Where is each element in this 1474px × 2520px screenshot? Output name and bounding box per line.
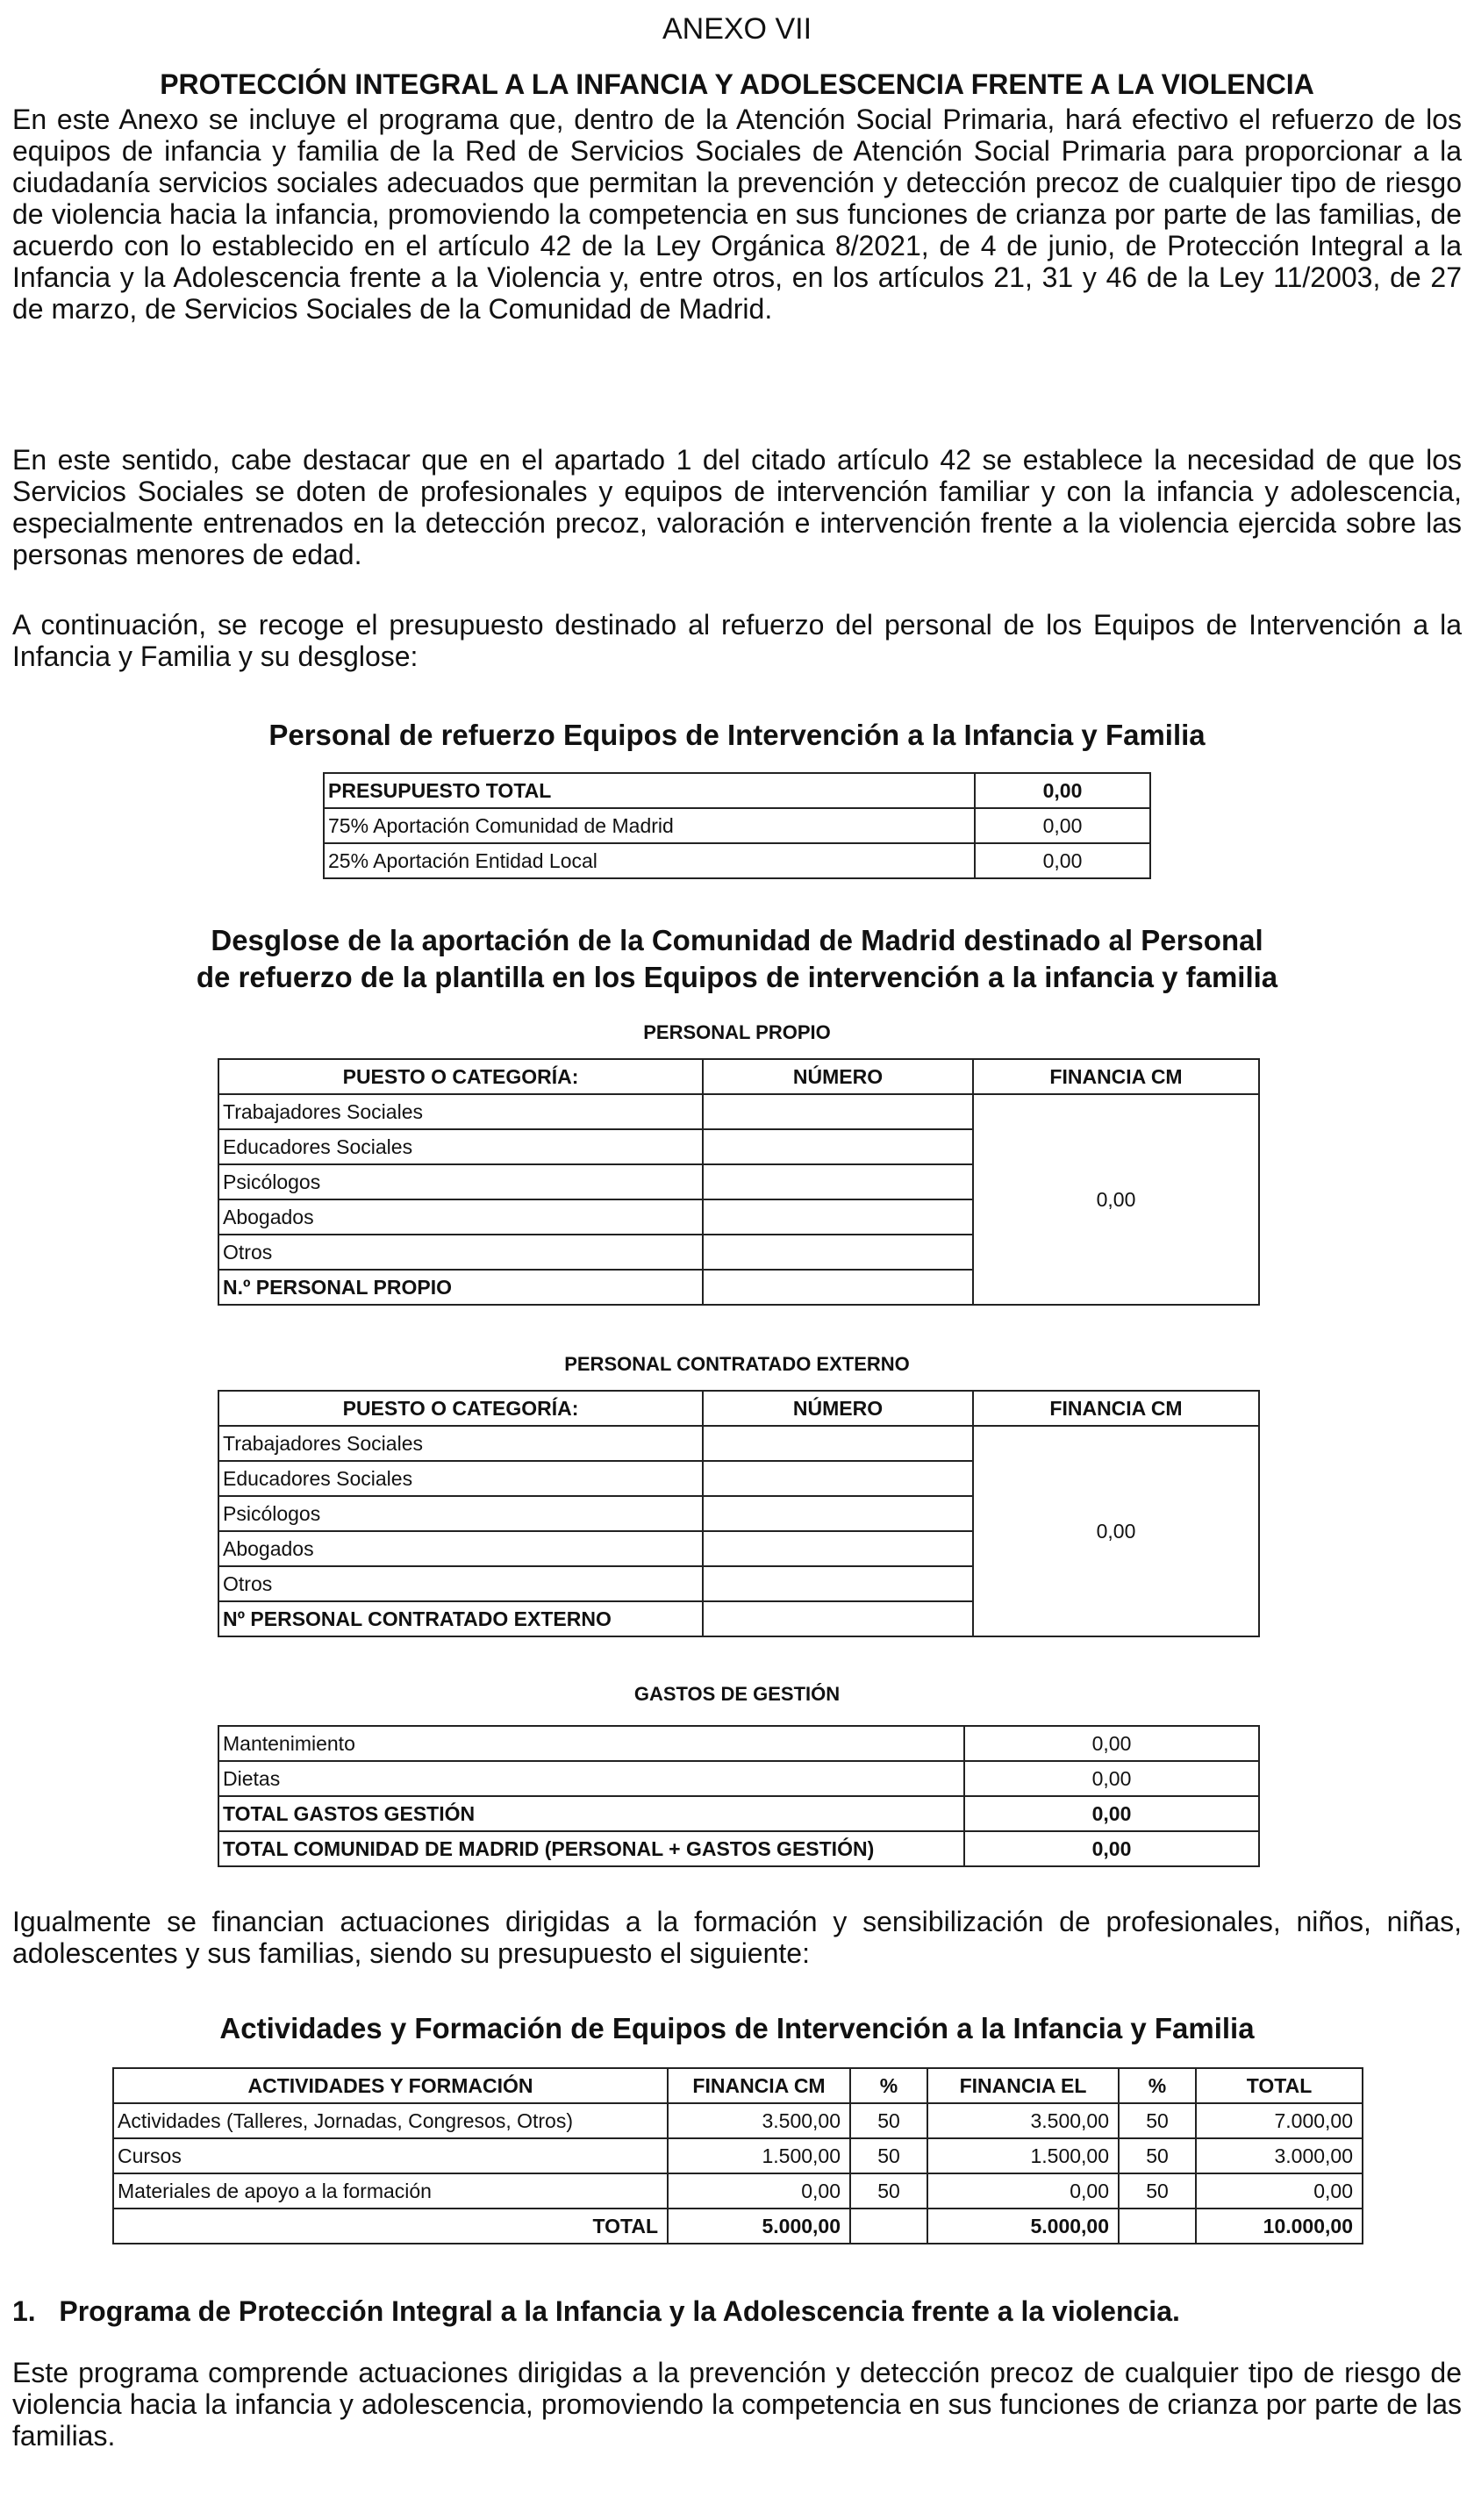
percent-cell: 50 (850, 2173, 927, 2209)
table-row (113, 2173, 1363, 2209)
amount-cell: 5.000,00 (927, 2209, 1119, 2244)
number-cell (703, 1270, 973, 1305)
grand-total-label: TOTAL COMUNIDAD DE MADRID (PERSONAL + GASTOS GESTIÓN) (218, 1831, 964, 1866)
amount-cell: 5.000,00 (668, 2209, 850, 2244)
table-header-row (113, 2068, 1363, 2103)
amount-cell: 0,00 (927, 2173, 1119, 2209)
table-header-row (218, 1391, 1259, 1426)
column-header: NÚMERO (703, 1391, 973, 1426)
budget-total-value: 0,00 (975, 773, 1150, 808)
external-staff-title: PERSONAL CONTRATADO EXTERNO (564, 1353, 910, 1375)
budget-intro-paragraph: A continuación, se recoge el presupuesto destinado al refuerzo del personal de los Equipos de Intervención a la Infancia y Familia y su desglose: (12, 609, 1462, 672)
table-row (324, 843, 1150, 878)
document-title: PROTECCIÓN INTEGRAL A LA INFANCIA Y ADOLESCENCIA FRENTE A LA VIOLENCIA (160, 68, 1314, 100)
number-cell (703, 1426, 973, 1461)
column-header: FINANCIA CM (973, 1391, 1259, 1426)
column-header: FINANCIA CM (668, 2068, 850, 2103)
number-cell (703, 1235, 973, 1270)
activities-title: Actividades y Formación de Equipos de Intervención a la Infancia y Familia (219, 2012, 1255, 2044)
column-header: FINANCIA EL (927, 2068, 1119, 2103)
number-cell (703, 1531, 973, 1566)
table-row (218, 1831, 1259, 1866)
financia-cm-cell: 0,00 (973, 1094, 1259, 1305)
category-cell: Trabajadores Sociales (218, 1426, 703, 1461)
amount-cell: 3.000,00 (1196, 2138, 1363, 2173)
management-title: GASTOS DE GESTIÓN (633, 1683, 841, 1705)
table-row (113, 2103, 1363, 2138)
category-cell: Educadores Sociales (218, 1129, 703, 1164)
total-label-cell: TOTAL (113, 2209, 668, 2244)
activity-cell: Cursos (113, 2138, 668, 2173)
percent-cell: 50 (850, 2138, 927, 2173)
breakdown-title-line1: Desglose de la aportación de la Comunidad de Madrid destinado al Personal (211, 924, 1263, 956)
amount-cell: 10.000,00 (1196, 2209, 1363, 2244)
budget-el-label: 25% Aportación Entidad Local (324, 843, 975, 878)
activities-intro-paragraph: Igualmente se financian actuaciones dirigidas a la formación y sensibilización de profesionales, niños, niñas, adolescentes y sus familias, siendo su presupuesto el siguiente: (12, 1906, 1462, 1969)
number-cell (703, 1496, 973, 1531)
total-label-cell: Nº PERSONAL CONTRATADO EXTERNO (218, 1601, 703, 1636)
category-cell: Abogados (218, 1531, 703, 1566)
table-row (218, 1726, 1259, 1761)
management-table (218, 1725, 1260, 1867)
table-row (218, 1094, 1259, 1129)
section-heading: 1. Programa de Protección Integral a la Infancia y la Adolescencia frente a la violencia. (12, 2295, 1180, 2327)
category-cell: Otros (218, 1235, 703, 1270)
category-cell: Educadores Sociales (218, 1461, 703, 1496)
management-value: 0,00 (964, 1761, 1259, 1796)
table-row (218, 1761, 1259, 1796)
column-header: NÚMERO (703, 1059, 973, 1094)
category-cell: Psicólogos (218, 1164, 703, 1199)
activity-cell: Materiales de apoyo a la formación (113, 2173, 668, 2209)
category-cell: Abogados (218, 1199, 703, 1235)
column-header: % (850, 2068, 927, 2103)
own-staff-table (218, 1058, 1260, 1306)
category-cell: Trabajadores Sociales (218, 1094, 703, 1129)
percent-cell (1119, 2209, 1196, 2244)
budget-title: Personal de refuerzo Equipos de Intervención a la Infancia y Familia (268, 719, 1206, 751)
breakdown-title-line2: de refuerzo de la plantilla en los Equipos de intervención a la infancia y familia (196, 961, 1278, 993)
number-cell (703, 1094, 973, 1129)
column-header: % (1119, 2068, 1196, 2103)
column-header: ACTIVIDADES Y FORMACIÓN (113, 2068, 668, 2103)
own-staff-title: PERSONAL PROPIO (643, 1021, 831, 1043)
amount-cell: 1.500,00 (927, 2138, 1119, 2173)
percent-cell (850, 2209, 927, 2244)
number-cell (703, 1461, 973, 1496)
percent-cell: 50 (1119, 2138, 1196, 2173)
percent-cell: 50 (1119, 2103, 1196, 2138)
table-header-row (218, 1059, 1259, 1094)
external-staff-table (218, 1390, 1260, 1637)
budget-total-label: PRESUPUESTO TOTAL (324, 773, 975, 808)
budget-table (323, 772, 1151, 879)
management-total-value: 0,00 (964, 1796, 1259, 1831)
number-cell (703, 1129, 973, 1164)
management-value: 0,00 (964, 1726, 1259, 1761)
intro-paragraph: En este Anexo se incluye el programa que, dentro de la Atención Social Primaria, hará efectivo el refuerzo de los equipos de infancia y familia de la Red de Servicios Sociales de Atención Social Primaria para proporcionar a la ciudadanía servicios sociales adecuados que permitan la prevención y detección precoz de cualquier tipo de riesgo de violencia hacia la infancia, promoviendo la competencia en sus funciones de crianza por parte de las familias, de acuerdo con lo establecido en el artículo 42 de la Ley Orgánica 8/2021, de 4 de junio, de Protección Integral a la Infancia y la Adolescencia frente a la Violencia y, entre otros, en los artículos 21, 31 y 46 de la Ley 11/2003, de 27 de marzo, de Servicios Sociales de la Comunidad de Madrid. (12, 104, 1462, 325)
total-label-cell: N.º PERSONAL PROPIO (218, 1270, 703, 1305)
category-cell: Otros (218, 1566, 703, 1601)
amount-cell: 1.500,00 (668, 2138, 850, 2173)
number-cell (703, 1601, 973, 1636)
budget-cm-value: 0,00 (975, 808, 1150, 843)
amount-cell: 0,00 (1196, 2173, 1363, 2209)
number-cell (703, 1199, 973, 1235)
table-row (218, 1796, 1259, 1831)
table-row (113, 2138, 1363, 2173)
activity-cell: Actividades (Talleres, Jornadas, Congresos, Otros) (113, 2103, 668, 2138)
budget-cm-label: 75% Aportación Comunidad de Madrid (324, 808, 975, 843)
grand-total-value: 0,00 (964, 1831, 1259, 1866)
number-cell (703, 1164, 973, 1199)
table-total-row (113, 2209, 1363, 2244)
column-header: PUESTO O CATEGORÍA: (218, 1391, 703, 1426)
column-header: PUESTO O CATEGORÍA: (218, 1059, 703, 1094)
section-paragraph: Este programa comprende actuaciones dirigidas a la prevención y detección precoz de cualquier tipo de riesgo de violencia hacia la infancia y adolescencia, promoviendo la competencia en sus funciones de crianza por parte de las familias. (12, 2357, 1462, 2452)
annex-label: ANEXO VII (662, 12, 812, 46)
table-row (324, 773, 1150, 808)
management-label: Dietas (218, 1761, 964, 1796)
activities-table (112, 2067, 1363, 2244)
amount-cell: 7.000,00 (1196, 2103, 1363, 2138)
context-paragraph: En este sentido, cabe destacar que en el apartado 1 del citado artículo 42 se establece la necesidad de que los Servicios Sociales se doten de profesionales y equipos de intervención familiar y con la infancia y adolescencia, especialmente entrenados en la detección precoz, valoración e intervención frente a la violencia ejercida sobre las personas menores de edad. (12, 444, 1462, 570)
percent-cell: 50 (850, 2103, 927, 2138)
management-label: Mantenimiento (218, 1726, 964, 1761)
number-cell (703, 1566, 973, 1601)
management-total-label: TOTAL GASTOS GESTIÓN (218, 1796, 964, 1831)
financia-cm-cell: 0,00 (973, 1426, 1259, 1636)
table-row (324, 808, 1150, 843)
amount-cell: 3.500,00 (927, 2103, 1119, 2138)
amount-cell: 3.500,00 (668, 2103, 850, 2138)
column-header: TOTAL (1196, 2068, 1363, 2103)
column-header: FINANCIA CM (973, 1059, 1259, 1094)
percent-cell: 50 (1119, 2173, 1196, 2209)
budget-el-value: 0,00 (975, 843, 1150, 878)
amount-cell: 0,00 (668, 2173, 850, 2209)
category-cell: Psicólogos (218, 1496, 703, 1531)
table-row (218, 1426, 1259, 1461)
